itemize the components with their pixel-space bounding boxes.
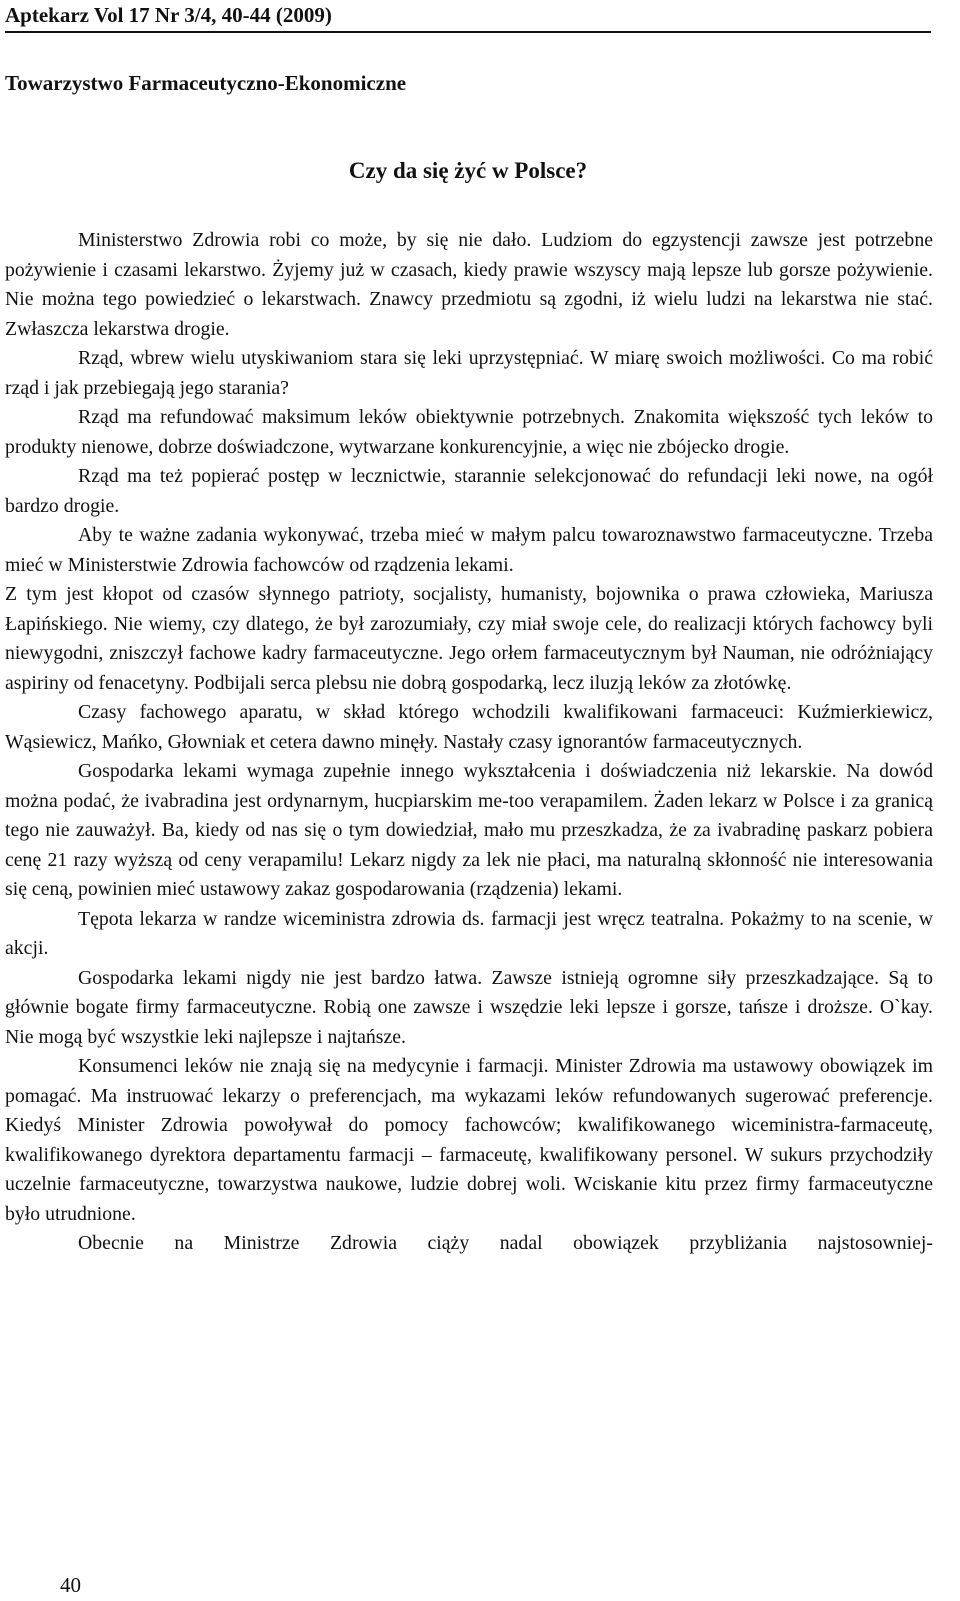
paragraph: Tępota lekarza w randze wiceministra zdrowia ds. farmacji jest wręcz teatralna. Pokażmy to na scenie, w akcji. xyxy=(5,907,933,959)
journal-citation: Aptekarz Vol 17 Nr 3/4, 40-44 (2009) xyxy=(5,3,332,27)
paragraph: Konsumenci leków nie znają się na medycynie i farmacji. Minister Zdrowia ma ustawowy obowiązek im pomagać. Ma instruować lekarzy o preferencjach, ma wykazami leków refundowanych sugerować preferencje. Kiedyś Minister Zdrowia powoływał do pomocy fachowców; kwalifikowanego wiceministra-farmaceutę, kwalifikowanego dyrektora departamentu farmacji – farmaceutę, kwalifikowany personel. W sukurs przychodziły uczelnie farmaceutyczne, towarzystwa naukowe, ludzie dobrej woli. Wciskanie kitu przez firmy farmaceutyczne było utrudnione. xyxy=(5,1055,933,1225)
paragraph: Obecnie na Ministrze Zdrowia ciąży nadal obowiązek przybliżania najstosowniej- xyxy=(78,1232,933,1254)
paragraph: Aby te ważne zadania wykonywać, trzeba mieć w małym palcu towaroznawstwo farmaceutyczne. Trzeba mieć w Ministerstwie Zdrowia fachowców od rządzenia lekami. xyxy=(5,524,933,576)
society-name: Towarzystwo Farmaceutyczno-Ekonomiczne xyxy=(5,71,407,95)
paragraph: Rząd ma refundować maksimum leków obiektywnie potrzebnych. Znakomita większość tych leków to produkty nienowe, dobrze doświadczone, wytwarzane konkurencyjnie, a więc nie zbójecko drogie. xyxy=(5,406,933,458)
article-body xyxy=(5,226,933,1259)
paragraph: Rząd ma też popierać postęp w lecznictwie, starannie selekcjonować do refundacji leki nowe, na ogół bardzo drogie. xyxy=(5,465,933,517)
paragraph: Gospodarka lekami wymaga zupełnie innego wykształcenia i doświadczenia niż lekarskie. Na dowód można podać, że ivabradina jest ordynarnym, hucpiarskim me-too verapamilem. Żaden lekarz w Polsce i za granicą tego nie zauważył. Ba, kiedy od nas się o tym dowiedział, mało mu przeszkadza, że za ivabradinę paskarz pobiera cenę 21 razy wyższą od ceny verapamilu! Lekarz nigdy za lek nie płaci, ma naturalną skłonność nie interesowania się ceną, powinien mieć ustawowy zakaz gospodarowania (rządzenia) lekami. xyxy=(5,760,933,900)
article-title: Czy da się żyć w Polsce? xyxy=(348,158,588,183)
header-divider xyxy=(5,31,931,33)
paragraph: Gospodarka lekami nigdy nie jest bardzo łatwa. Zawsze istnieją ogromne siły przeszkadzające. Są to głównie bogate firmy farmaceutyczne. Robią one zawsze i wszędzie leki lepsze i gorsze, tańsze i droższe. O`kay. Nie mogą być wszystkie leki najlepsze i najtańsze. xyxy=(5,966,933,1048)
paragraph: Z tym jest kłopot od czasów słynnego patrioty, socjalisty, humanisty, bojownika o prawa człowieka, Mariusza Łapińskiego. Nie wiemy, czy dlatego, że był zarozumiały, czy miał swoje cele, do realizacji których fachowcy byli niewygodni, zniszczył fachowe kadry farmaceutyczne. Jego orłem farmaceutycznym był Nauman, nie odróżniający aspiriny od fenacetyny. Podbijali serca plebsu nie dobrą gospodarką, lecz iluzją leków za złotówkę. xyxy=(5,583,933,694)
paragraph: Czasy fachowego aparatu, w skład którego wchodzili kwalifikowani farmaceuci: Kuźmierkiewicz, Wąsiewicz, Mańko, Głowniak et cetera dawno minęły. Nastały czasy ignorantów farmaceutycznych. xyxy=(5,701,933,753)
paragraph: Rząd, wbrew wielu utyskiwaniom stara się leki uprzystępniać. W miarę swoich możliwości. Co ma robić rząd i jak przebiegają jego starania? xyxy=(5,347,933,399)
paragraph: Ministerstwo Zdrowia robi co może, by się nie dało. Ludziom do egzystencji zawsze jest potrzebne pożywienie i czasami lekarstwo. Żyjemy już w czasach, kiedy prawie wszyscy mają lepsze lub gorsze pożywienie. Nie można tego powiedzieć o lekarstwach. Znawcy przedmiotu są zgodni, iż wielu ludzi na lekarstwa nie stać. Zwłaszcza lekarstwa drogie. xyxy=(5,229,933,340)
page-number: 40 xyxy=(60,1573,81,1597)
